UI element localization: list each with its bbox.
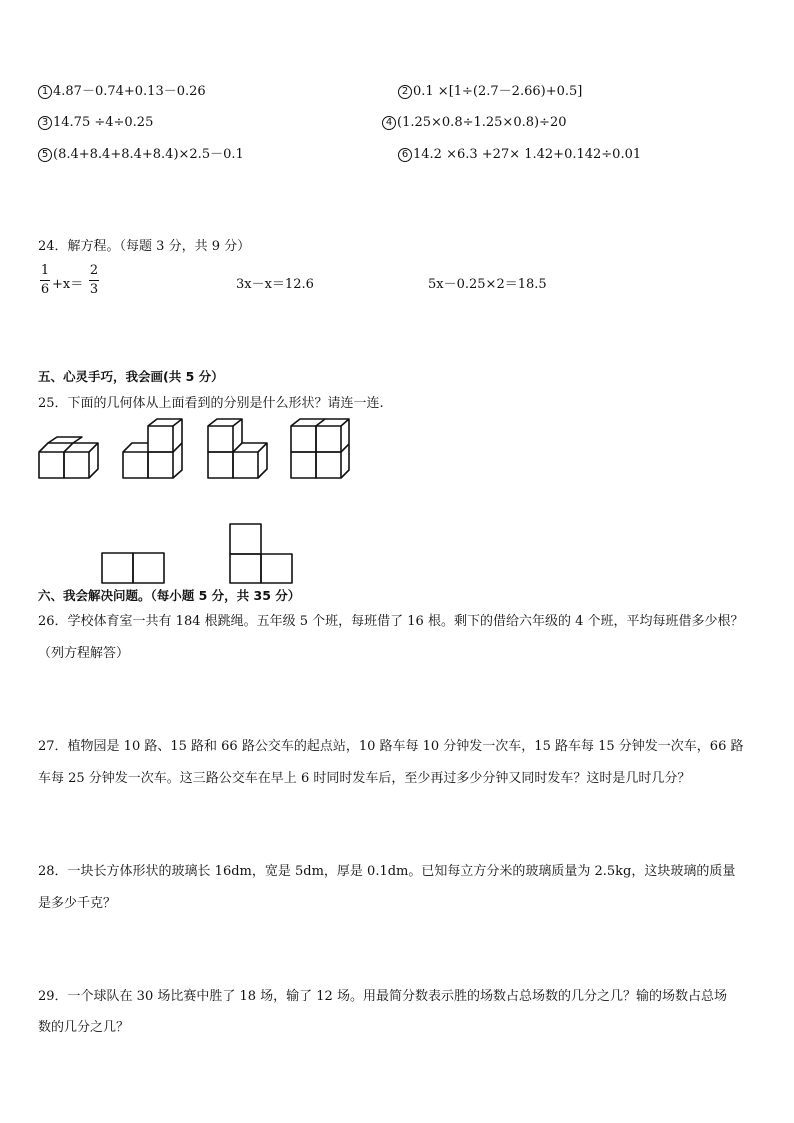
fraction-denominator: 6 — [40, 282, 50, 297]
circled-number: 1 — [38, 85, 52, 99]
equation-1-middle: +x＝ — [52, 277, 84, 292]
circled-number: 5 — [38, 148, 52, 162]
circled-number: 6 — [398, 148, 412, 162]
equation-2: 3x－x＝12.6 — [236, 277, 314, 292]
top-view-l-shape — [230, 524, 292, 583]
q28-line-1: 28．一块长方体形状的玻璃长 16dm，宽是 5dm，厚是 0.1dm。已知每立方分米的玻璃质量为 2.5kg，这块玻璃的质量 — [38, 864, 736, 879]
q26-line-2: （列方程解答） — [38, 646, 130, 661]
section-5-heading: 五、心灵手巧，我会画(共 5 分） — [38, 369, 224, 384]
equation-3: 5x－0.25×2＝18.5 — [428, 277, 547, 292]
q25-text: 25．下面的几何体从上面看到的分别是什么形状？请连一连. — [38, 396, 384, 411]
top-view-two-squares — [102, 553, 164, 583]
solid-figure-4 — [291, 419, 349, 478]
q28-line-2: 是多少千克？ — [38, 896, 117, 911]
calc-expression: 0.1 ×[1÷(2.7－2.66)+0.5] — [413, 84, 583, 99]
fraction-numerator: 1 — [40, 263, 50, 278]
q29-line-1: 29．一个球队在 30 场比赛中胜了 18 场，输了 12 场。用最简分数表示胜的场数占总场数的几分之几？输的场数占总场 — [38, 989, 727, 1004]
q27-line-1: 27．植物园是 10 路、15 路和 66 路公交车的起点站，10 路车每 10 分钟发一次车，15 路车每 15 分钟发一次车，66 路 — [38, 739, 744, 754]
calc-expression: 14.75 ÷4÷0.25 — [53, 115, 154, 130]
section-6-heading: 六、我会解决问题。（每小题 5 分，共 35 分） — [38, 588, 301, 603]
q27-line-2: 车每 25 分钟发一次车。这三路公交车在早上 6 时同时发车后，至少再过多少分钟又同时发车？这时是几时几分？ — [38, 771, 691, 786]
calc-expression: 4.87－0.74+0.13－0.26 — [53, 84, 206, 99]
circled-number: 4 — [382, 116, 396, 130]
calc-expression: (1.25×0.8÷1.25×0.8)÷20 — [397, 115, 567, 130]
circled-number: 3 — [38, 116, 52, 130]
fraction-numerator: 2 — [89, 263, 99, 278]
q24-title: 24．解方程。（每题 3 分，共 9 分） — [38, 239, 251, 254]
calc-expression: (8.4+8.4+8.4+8.4)×2.5－0.1 — [53, 147, 244, 162]
calc-expression: 14.2 ×6.3 +27× 1.42+0.142÷0.01 — [413, 147, 642, 162]
circled-number: 2 — [398, 85, 412, 99]
q29-line-2: 数的几分之几？ — [38, 1020, 130, 1035]
solid-figure-3 — [208, 419, 267, 478]
fraction-denominator: 3 — [89, 282, 99, 297]
solid-figure-1 — [39, 437, 98, 478]
solid-figure-2 — [123, 419, 182, 478]
q26-line-1: 26．学校体育室一共有 184 根跳绳。五年级 5 个班，每班借了 16 根。剩下的借给六年级的 4 个班，平均每班借多少根？ — [38, 614, 744, 629]
